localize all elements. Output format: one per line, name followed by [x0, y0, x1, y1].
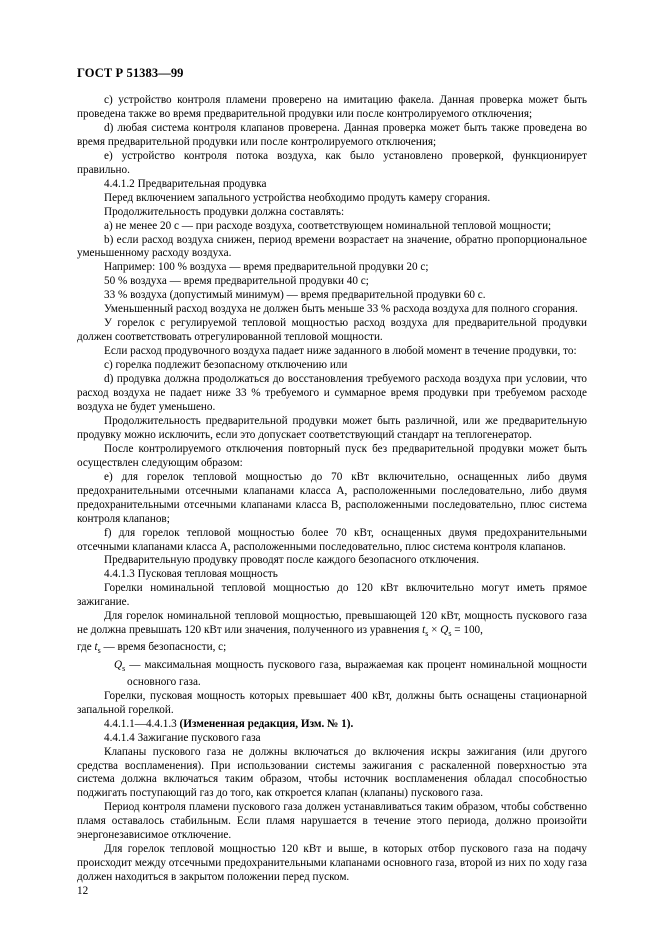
- paragraph: После контролируемого отключения повторный пуск без предварительной продувки может быть осуществлен следующим образом:: [77, 442, 587, 469]
- where-text: — время безопасности, с;: [100, 641, 227, 654]
- paragraph: Продолжительность продувки должна составлять:: [104, 205, 345, 218]
- paragraph-text: Для горелок номинальной тепловой мощностью, превышающей 120 кВт, мощность пускового газа не должна превышать 120 кВт или значения, полученного из уравнения: [77, 610, 587, 637]
- section-heading: 4.4.1.2 Предварительная продувка: [104, 177, 267, 190]
- eq-subscript: s: [448, 629, 452, 639]
- eq-rhs: = 100,: [454, 624, 483, 637]
- paragraph: b) если расход воздуха снижен, период времени возрастает на значение, обратно пропорциональное уменьшенному расходу воздуха.: [77, 233, 587, 260]
- amendment-text: (Измененная редакция, Изм. № 1).: [179, 717, 354, 730]
- eq-symbol: t: [422, 624, 426, 637]
- eq-symbol: t: [94, 641, 98, 654]
- paragraph: Предварительную продувку проводят после каждого безопасного отключения.: [104, 554, 480, 567]
- paragraph: 33 % воздуха (допустимый минимум) — время предварительной продувки 60 с.: [104, 289, 486, 302]
- paragraph: Период контроля пламени пускового газа должен устанавливаться таким образом, чтобы собственно пламя оставалось стабильным. Если пламя нарушается в течение этого периода, должно произойти энергонезависимое отключение.: [77, 801, 587, 842]
- eq-symbol: Q: [114, 658, 123, 671]
- equation: [422, 624, 483, 639]
- where-label: где: [77, 641, 95, 654]
- paragraph: Перед включением запального устройства необходимо продуть камеру сгорания.: [104, 191, 491, 204]
- section-heading: 4.4.1.4 Зажигание пускового газа: [104, 731, 261, 744]
- paragraph: с) горелка подлежит безопасному отключению или: [104, 359, 348, 372]
- eq-symbol: Q: [440, 624, 449, 637]
- section-heading: 4.4.1.3 Пусковая тепловая мощность: [104, 568, 278, 581]
- paragraph: 50 % воздуха — время предварительной продувки 40 с;: [104, 275, 369, 288]
- paragraph: Уменьшенный расход воздуха не должен быть меньше 33 % расхода воздуха для полного сгорания.: [104, 303, 578, 316]
- amendment-ref: 4.4.1.1—4.4.1.3: [104, 717, 177, 730]
- paragraph: е) для горелок тепловой мощностью до 70 кВт включительно, оснащенных либо двумя предохранительными отсечными клапанами класса А, расположенными последовательно, либо двумя предохранительными отсечными клапанами класса В, расположенными последовательно, плюс система контроля клапанов;: [77, 470, 587, 525]
- where-line: [77, 659, 587, 690]
- amendment-note: [77, 718, 587, 732]
- paragraph: Например: 100 % воздуха — время предварительной продувки 20 с;: [104, 261, 429, 274]
- eq-subscript: s: [97, 646, 101, 656]
- paragraph: f) для горелок тепловой мощностью более 70 кВт, оснащенных двумя предохранительными отсечными клапанами класса А, расположенными последовательно, плюс система контроля клапанов.: [77, 526, 587, 553]
- where-line: [77, 641, 587, 658]
- paragraph: d) продувка должна продолжаться до восстановления требуемого расхода воздуха при условии, что расход воздуха не падает ниже 33 % требуемого и суммарное время продувки при требуемом расходе воздуха не будет уменьшено.: [77, 373, 587, 413]
- eq-subscript: s: [122, 663, 126, 673]
- paragraph: Горелки, пусковая мощность которых превышает 400 кВт, должны быть оснащены стационарной запальной горелкой.: [77, 689, 587, 716]
- paragraph: а) не менее 20 с — при расходе воздуха, соответствующем номинальной тепловой мощности;: [104, 219, 552, 232]
- paragraph: Продолжительность предварительной продувки может быть различной, или же предварительную продувку можно исключить, если это допускает соответствующий стандарт на теплогенератор.: [77, 414, 587, 441]
- document-body: [77, 94, 587, 885]
- paragraph: с) устройство контроля пламени проверено на имитацию факела. Данная проверка может быть проведена также во время предварительной продувки или после контролируемого отключения;: [77, 94, 587, 120]
- paragraph: Если расход продувочного воздуха падает ниже заданного в любой момент в течение продувки, то:: [104, 345, 577, 358]
- paragraph: е) устройство контроля потока воздуха, как было установлено проверкой, функционирует правильно.: [77, 149, 587, 176]
- paragraph: У горелок с регулируемой тепловой мощностью расход воздуха для предварительной продувки должен соответствовать отрегулированной тепловой мощности.: [77, 317, 587, 344]
- paragraph: Клапаны пускового газа не должны включаться до включения искры зажигания (или другого средства воспламенения). При использовании системы зажигания с раскаленной поверхностью эта система должна включаться таким образом, чтобы источник воспламенения обладал способностью поджигать поступающий газ до того, как откроется клапан (клапаны) пускового газа.: [77, 745, 587, 800]
- paragraph: Для горелок тепловой мощностью 120 кВт и выше, в которых отбор пускового газа на подачу происходит между отсечными предохранительными клапанами основного газа, второй из них по ходу газа должен находиться в закрытом положении перед пуском.: [77, 843, 587, 884]
- where-text: — максимальная мощность пускового газа, выражаемая как процент номинальной мощности основного газа.: [125, 658, 587, 688]
- eq-operator: ×: [431, 624, 438, 637]
- eq-subscript: s: [425, 629, 429, 639]
- document-header: ГОСТ Р 51383—99: [77, 66, 184, 80]
- page-number: 12: [77, 885, 89, 897]
- paragraph: d) любая система контроля клапанов проверена. Данная проверка может быть также проведена во время предварительной продувки или после контролируемого отключения;: [77, 121, 587, 148]
- paragraph: [77, 610, 587, 641]
- paragraph: Горелки номинальной тепловой мощностью до 120 кВт включительно могут иметь прямое зажигание.: [77, 582, 587, 609]
